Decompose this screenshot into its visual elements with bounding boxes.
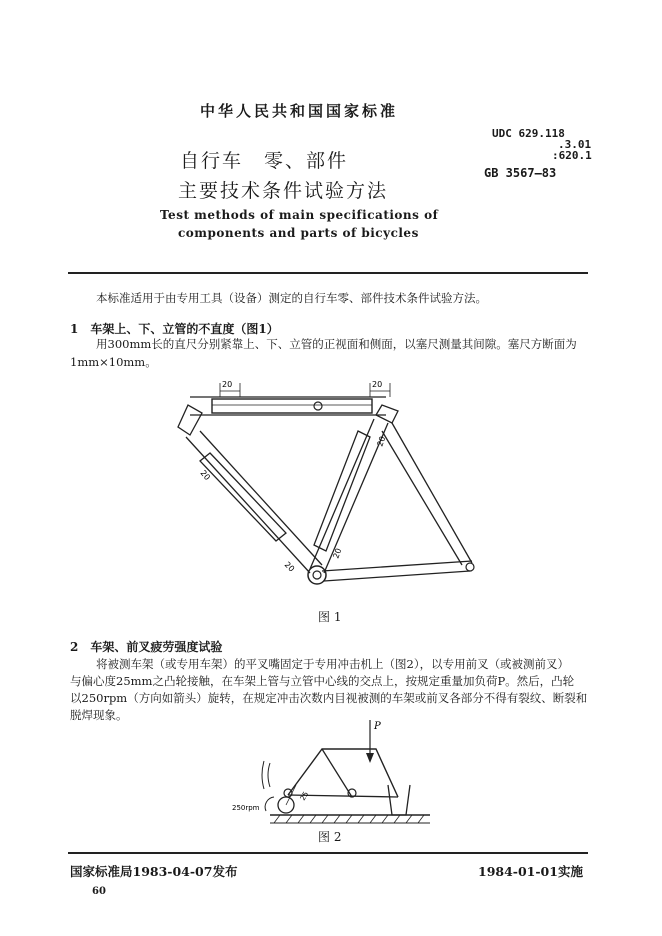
title-cn-line2: 主要技术条件试验方法	[178, 180, 389, 202]
dim-label-bottom: 20	[282, 560, 297, 574]
dim-label-top-left: 20	[222, 380, 233, 389]
intro-paragraph: 本标准适用于由专用工具（设备）测定的自行车零、部件技术条件试验方法。	[96, 291, 487, 305]
title-cn-line1: 自行车 零、部件	[180, 150, 349, 172]
section1-body-line1: 用300mm长的直尺分别紧靠上、下、立管的正视面和侧面，以塞尺测量其间隙。塞尺方断面为	[96, 337, 577, 351]
udc-line-3: :620.1	[552, 149, 592, 162]
issue-date: 国家标准局1983-04-07发布	[70, 864, 238, 879]
header-rule	[68, 272, 588, 274]
udc-code	[492, 128, 592, 161]
eccentric-label: 25	[298, 790, 311, 802]
udc-line-2: .3.01	[558, 138, 592, 151]
title-en-line2: components and parts of bicycles	[178, 226, 419, 240]
gb-code: GB 3567—83	[484, 166, 557, 180]
load-label-p: P	[374, 721, 381, 732]
page-number: 60	[92, 886, 106, 897]
section2-body-line1: 将被测车架（或专用车架）的平叉嘴固定于专用冲击机上（图2），以专用前叉（或被测前叉）	[96, 657, 570, 671]
title-en-line1: Test methods of main specifications of	[160, 208, 439, 222]
effective-date: 1984-01-01实施	[478, 864, 583, 879]
figure1-frame-diagram	[160, 375, 500, 600]
dim-label-seattube: 20	[331, 547, 344, 560]
udc-line-1: UDC 629.118	[492, 127, 565, 140]
dim-label-downtube-ruler: 20	[198, 468, 212, 483]
section2-heading: 2 车架、前叉疲劳强度试验	[70, 640, 223, 654]
section2-body-line2: 与偏心度25mm之凸轮接触，在车架上管与立管中心线的交点上，按规定重量加负荷P。然后，凸轮	[70, 674, 575, 688]
figure2-test-diagram	[230, 715, 440, 830]
dim-label-top-right: 20	[372, 380, 383, 389]
dim-label-seatstay: 20	[375, 435, 388, 448]
standard-org-title: 中华人民共和国国家标准	[200, 102, 399, 120]
speed-label: 250rpm	[232, 804, 260, 812]
section1-heading: 1 车架上、下、立管的不直度（图1）	[70, 322, 279, 336]
section2-body-line3: 以250rpm（方向如箭头）旋转，在规定冲击次数内目视被测的车架或前叉各部分不得有裂纹、断裂和	[70, 691, 588, 705]
section1-body-line2: 1mm×10mm。	[70, 355, 157, 369]
section2-body-line4: 脱焊现象。	[70, 708, 128, 722]
figure2-caption: 图 2	[318, 830, 342, 844]
footer-rule	[68, 852, 588, 854]
figure1-caption: 图 1	[318, 610, 342, 624]
